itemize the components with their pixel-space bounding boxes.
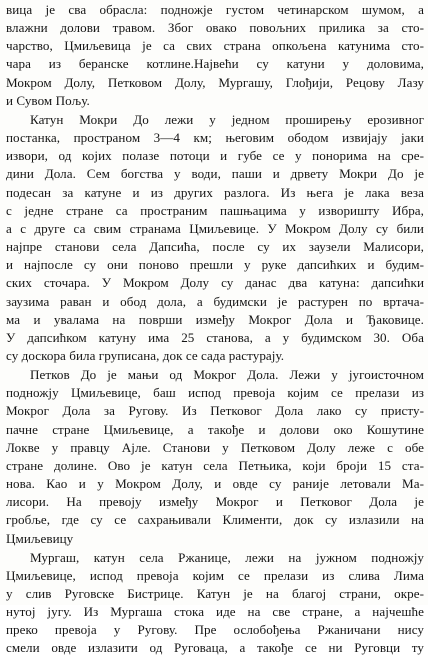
text-line: подножју Цмиљевице, баш испод превоја којим се прелази из xyxy=(6,385,424,401)
text-line: Цмиљевице, испод превоја којим се прелази из слива Лима xyxy=(6,567,424,583)
text-line: влажни долови травом. Због овако повољних прилика за сто- xyxy=(6,20,424,36)
text-line: лисори. На превоју између Мокрог и Петковог Дола је xyxy=(6,494,424,510)
text-line: пачне стране Цмиљевице, а такође и долови око Кошутине xyxy=(6,421,424,437)
text-line: су доскора била груписана, док се сада растурају. xyxy=(6,347,285,363)
text-line: У дапсићком катуну има 25 станова, а у будимском 30. Оба xyxy=(6,329,424,345)
text-line: најпре станови села Дапсића, после су их заузели Малисори, xyxy=(6,239,424,255)
text-line: Катун Мокри До лежи у једном проширењу ерозивног xyxy=(30,111,424,127)
text-line: Мокром Долу, Петковом Долу, Мургашу, Глођији, Рецову Лазу xyxy=(6,74,424,90)
paragraph-p1 xyxy=(6,1,424,110)
text-line: дини Дола. Сем богства у води, паши и дрвету Мокри До је xyxy=(6,166,424,182)
text-line: нова. Као и у Мокром Долу, и овде су раније летовали Ма- xyxy=(6,476,424,492)
text-line: ма и увалама на површи између Мокрог Дола и Ђаковице. xyxy=(6,311,424,327)
paragraph-p2 xyxy=(6,111,424,365)
text-line: заузима раван и обод дола, а будимски је растурен по вртача- xyxy=(6,293,424,309)
text-line: Мургаш, катун села Ржанице, лежи на јужном подножју xyxy=(30,549,424,565)
paragraph-p4 xyxy=(6,549,424,658)
text-line: постанка, пространом 3—4 км; његовим ободом извијају јаки xyxy=(6,130,424,146)
text-line: у слив Руговске Бистрице. Катун је на благој страни, окре- xyxy=(6,586,424,601)
text-line: ских сточара. У Мокром Долу су данас два катуна: дапсићки xyxy=(6,275,424,291)
text-line: с једне стране са пространим пашњацима у изворишту Ибра, xyxy=(6,202,424,218)
text-line: Локве у правцу Ајле. Станови у Петковом Долу леже с обе xyxy=(6,439,424,455)
text-line: Петков До је мањи од Мокрог Дола. Лежи у југоисточном xyxy=(30,367,424,383)
text-line: гробље, где су се сахрањивали Клименти, док су излазили на xyxy=(6,512,424,528)
text-line: подесан за катуне и из других разлога. Из њега је лака веза xyxy=(6,184,424,200)
text-line: и Сувом Пољу. xyxy=(6,92,90,108)
text-line: чарство, Цмиљевица је са свих страна опкољена катунима сто- xyxy=(6,38,424,54)
text-line: Цмиљевицу xyxy=(6,530,74,546)
text-line: а с друге са свим странама Цмиљевице. У Мокром Долу су били xyxy=(6,220,424,236)
text-line: вица је сва обрасла: подножје густом четинарском шумом, а xyxy=(6,2,424,17)
text-line: Мокрог Дола за Ругову. Из Петковог Дола лако су присту- xyxy=(6,403,424,419)
text-line: нутој југу. Из Мургаша стока иде на све стране, а најчешће xyxy=(6,604,424,620)
text-line: стране долине. Ово је катун села Петњика, који броји 15 ста- xyxy=(6,457,424,473)
paragraph-p3 xyxy=(6,366,424,548)
text-line: смели овде излазити од Руговаца, а такође се ни Руговци ту xyxy=(6,640,424,656)
text-line: извори, од којих полазе потоци и губе се у понорима на сре- xyxy=(6,148,424,164)
body-text xyxy=(6,1,424,659)
text-line: чара из беранске котлине.Највећи су катуни у доловима, xyxy=(6,56,424,72)
text-line: и најпосле су они поново прешли у руке дапсићких и будим- xyxy=(6,257,424,273)
text-line: преко превоја у Ругову. Пре ослобођења Ржаничани нису xyxy=(6,622,424,638)
